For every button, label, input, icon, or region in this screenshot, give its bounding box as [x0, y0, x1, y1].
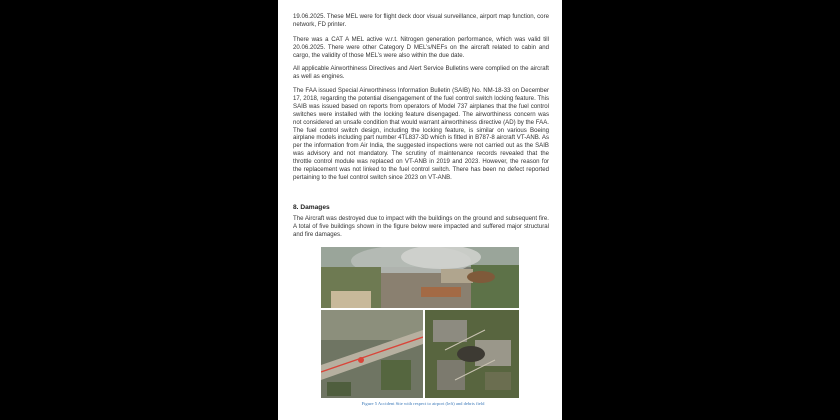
paragraph-airworthiness: All applicable Airworthiness Directives and Alert Service Bulletins were complied on the aircraft as well as engines. [293, 65, 549, 80]
paragraph-cat-a-mel: There was a CAT A MEL active w.r.t. Nitrogen generation performance, which was valid till 20.06.2025. There were other Category D MEL’s/NEFs on the aircraft related to cabin and cargo, the validity of those MEL’s were also within the due date. [293, 36, 549, 59]
debris-field-photo [425, 310, 519, 398]
figure-caption: Figure 5 Accident Site with respect to airport (left) and debris field [361, 401, 485, 406]
crash-site-fire-photo [321, 247, 519, 308]
paragraph-saib: The FAA issued Special Airworthiness Information Bulletin (SAIB) No. NM-18-33 on December 17, 2018, regarding the potential disengagement of the fuel control switch locking feature. This SAIB was issued based on reports from operators of Model 737 airplanes that the fuel control switches were installed with the locking feature disengaged. The airworthiness concern was not considered an unsafe condition that would warrant airworthiness directive (AD) by the FAA. The fuel control switch design, including the locking feature, is similar on various Boeing airplane models including part number 4TL837-3D which is fitted in B787-8 aircraft VT-ANB. As per the information from Air India, the suggested inspections were not carried out as the SAIB was advisory and not mandatory. The scrutiny of maintenance records revealed that the throttle control module was replaced on VT-ANB in 2019 and 2023. However, the reason for the replacement was not linked to the fuel control switch. There has been no defect reported pertaining to the fuel control switch since 2023 on VT-ANB. [293, 87, 549, 181]
paragraph-damages: The Aircraft was destroyed due to impact with the buildings on the ground and subsequent fire. A total of five buildings shown in the figure below were impacted and suffered major structural and fire damages. [293, 215, 549, 238]
section-heading-damages: 8. Damages [293, 204, 330, 211]
document-page [278, 0, 562, 420]
paragraph-mel-list: 19.06.2025. These MEL were for flight deck door visual surveillance, airport map function, core network, FD printer. [293, 13, 549, 28]
airport-proximity-photo [321, 310, 423, 398]
